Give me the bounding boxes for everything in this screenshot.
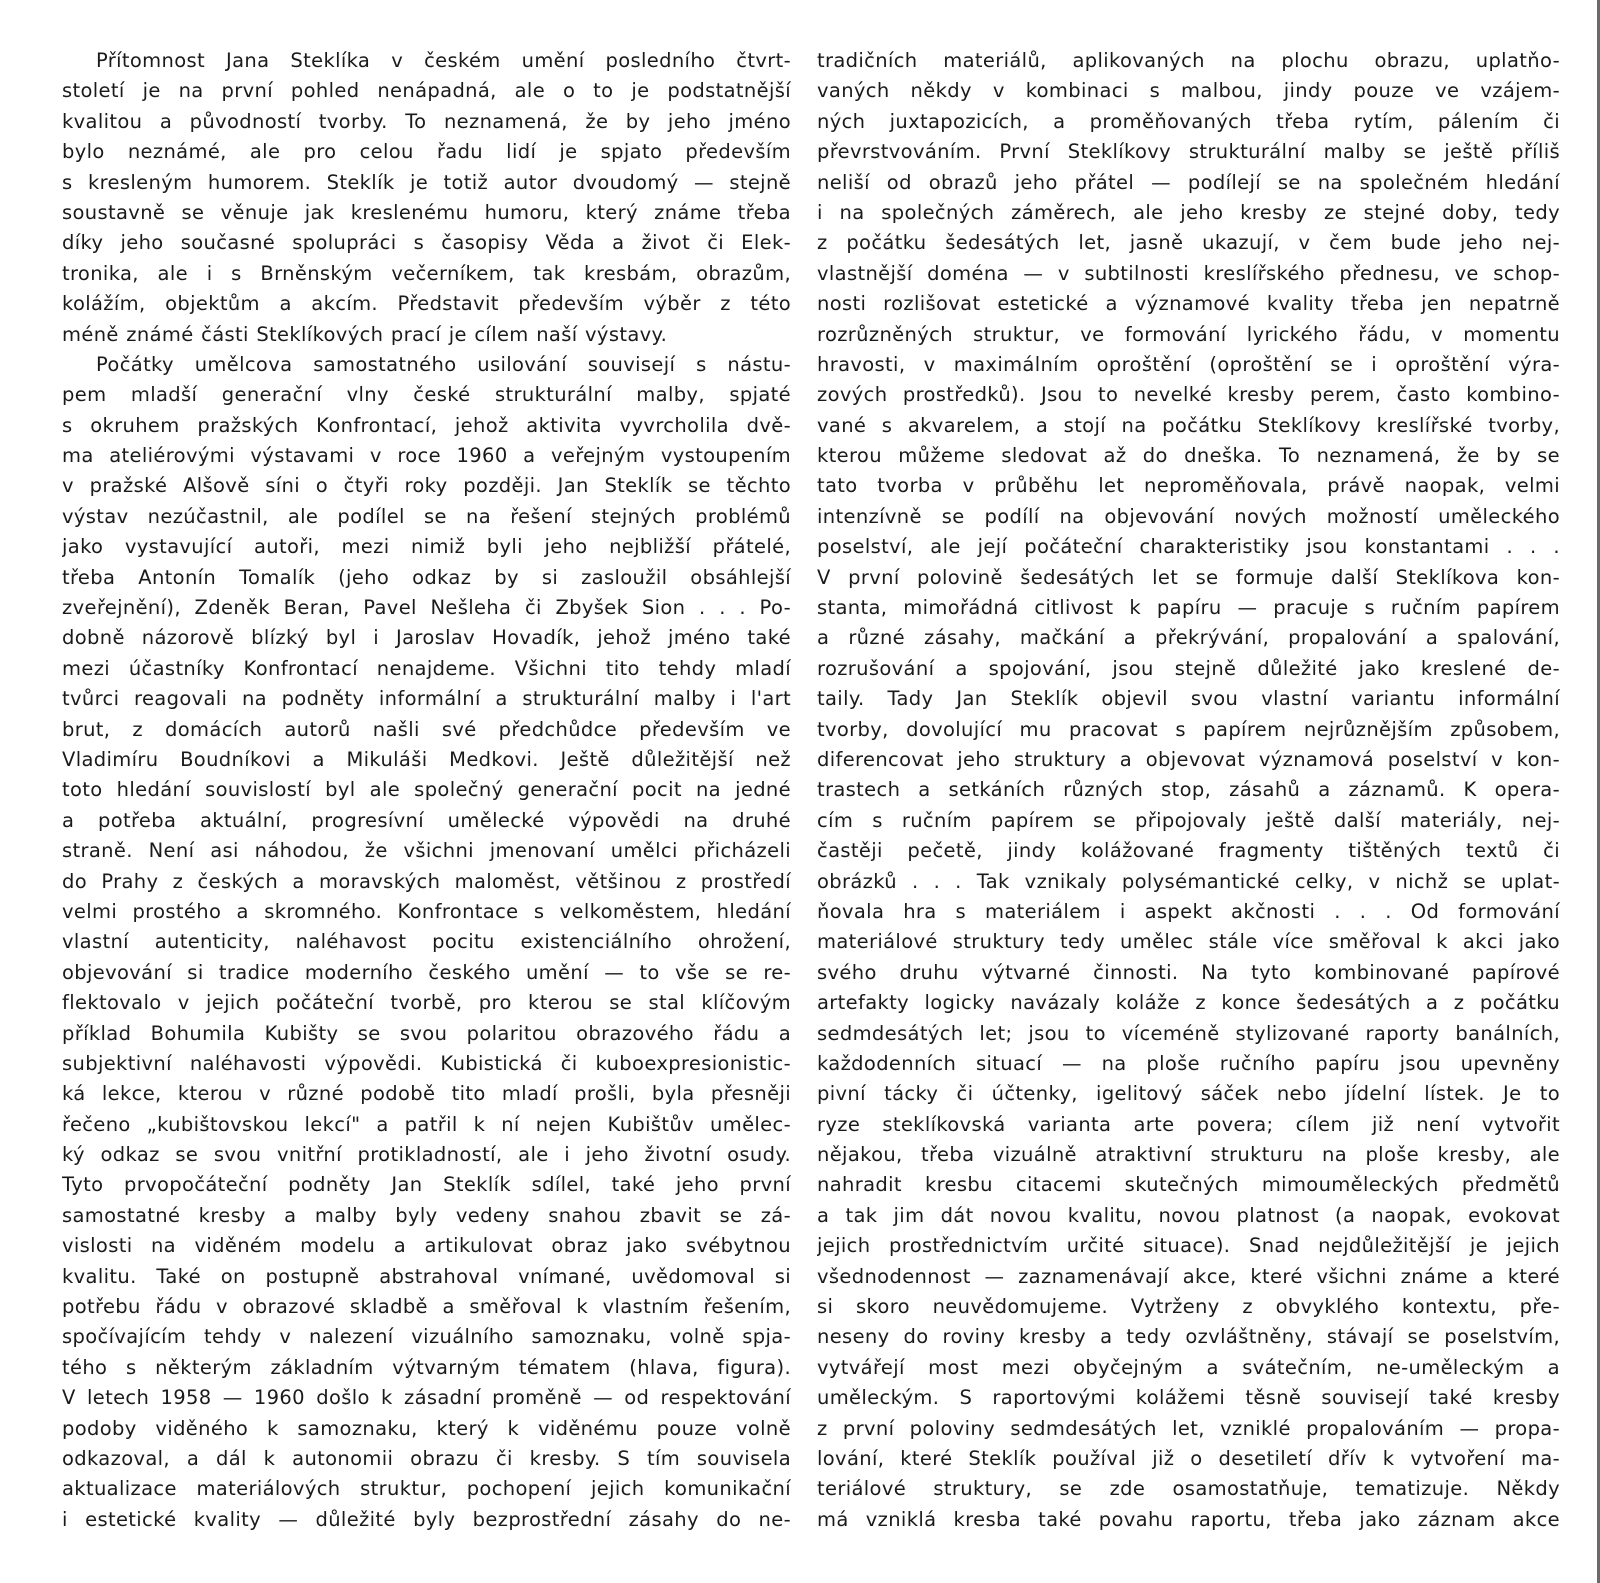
text-line: teriálové struktury, se zde osamostatňuje, tematizuje. Někdy [817,1477,1560,1501]
text-line: nějakou, třeba vizuálně atraktivní strukturu na ploše kresby, ale [817,1143,1560,1167]
text-line: brut, z domácích autorů našli své předchůdce především ve [62,717,791,741]
text-line: Vladimíru Boudníkovi a Mikuláši Medkovi. Ještě důležitější než [62,747,791,771]
left-text-column [62,46,791,1535]
text-line: Přítomnost Jana Steklíka v českém umění posledního čtvrt- [96,49,791,72]
text-line: V první polovině šedesátých let se formuje další Steklíkova kon- [817,565,1560,589]
text-line: jejich prostřednictvím určité situace). Snad nejdůležitější je jejich [817,1234,1560,1258]
text-line: vaných někdy v kombinaci s malbou, jindy pouze ve vzájem- [817,79,1560,103]
text-line: kvalitou a původností tvorby. To neznamená, že by jeho jméno [62,109,791,133]
text-line: lování, které Steklík používal již o desetiletí dřív k vytvoření ma- [817,1446,1560,1470]
text-line: intenzívně se podílí na objevování nových možností uměleckého [817,504,1560,528]
text-line: častěji pečetě, jindy kolážované fragmenty tištěných textů či [817,839,1560,863]
text-line: materiálové struktury tedy umělec stále více směřoval k akci jako [817,930,1560,954]
text-line: samostatné kresby a malby byly vedeny snahou zbavit se zá- [62,1203,791,1227]
text-line: do Prahy z českých a moravských maloměst, většinou z prostředí [62,869,791,893]
text-line: z první poloviny sedmdesátých let, vzniklé propalováním — propa- [817,1416,1560,1440]
text-line: tradičních materiálů, aplikovaných na plochu obrazu, uplatňo- [817,49,1560,72]
text-line: vlastnější doména — v subtilnosti kreslířského přednesu, ve schop- [817,261,1560,285]
text-line: i estetické kvality — důležité byly bezprostřední zásahy do ne- [62,1507,791,1531]
text-line: uměleckým. S raportovými kolážemi těsně souvisejí také kresby [817,1386,1560,1410]
text-line: si skoro neuvědomujeme. Vytrženy z obvyklého kontextu, pře- [817,1295,1560,1319]
text-line: jako vystavující autoři, mezi nimiž byli jeho nejbližší přátelé, [62,535,791,559]
text-line: ryze steklíkovská varianta arte povera; cílem již není vytvořit [817,1112,1560,1136]
text-line: výstav nezúčastnil, ale podílel se na řešení stejných problémů [62,504,791,528]
text-line: a tak jim dát novou kvalitu, novou platnost (a naopak, evokovat [817,1203,1560,1227]
text-line: méně známé části Steklíkových prací je cílem naší výstavy. [62,322,668,346]
text-line: potřebu řádu v obrazové skladbě a směřoval k vlastním řešením, [62,1295,791,1319]
right-text-column [817,46,1560,1535]
text-line: nosti rozlišovat estetické a významové kvality třeba jen nepatrně [817,292,1560,316]
text-line: kvalitu. Také on postupně abstrahoval vnímané, uvědomoval si [62,1264,791,1288]
text-line: sedmdesátých let; jsou to víceméně stylizované raporty banálních, [817,1021,1560,1045]
text-line: tého s některým základním výtvarným tématem (hlava, figura). [62,1355,791,1379]
text-line: vislosti na viděném modelu a artikulovat obraz jako svébytnou [62,1234,791,1258]
text-line: v pražské Alšově síni o čtyři roky později. Jan Steklík se těchto [62,474,791,498]
text-line: aktualizace materiálových struktur, pochopení jejich komunikační [62,1477,791,1501]
text-line: taily. Tady Jan Steklík objevil svou vlastní variantu informální [817,687,1560,711]
text-line: neseny do roviny kresby a tedy ozvláštněny, stávají se poselstvím, [817,1325,1560,1349]
text-line: ných juxtapozicích, a proměňovaných třeba rytím, pálením či [817,109,1560,133]
text-line: subjektivní naléhavosti výpovědi. Kubistická či kuboexpresionistic- [62,1051,791,1075]
text-line: neliší od obrazů jeho přátel — podílejí se na společném hledání [817,170,1560,194]
text-line: cím s ručním papírem se připojovaly ještě další materiály, nej- [817,808,1560,832]
text-line: ňovala hra s materiálem i aspekt akčnosti . . . Od formování [817,899,1560,923]
text-line: a potřeba aktuální, progresívní umělecké výpovědi na druhé [62,808,791,832]
text-line: díky jeho současné spolupráci s časopisy Věda a život či Elek- [62,231,791,255]
text-line: ká lekce, kterou v různé podobě tito mladí prošli, byla přesněji [62,1082,791,1106]
text-line: nahradit kresbu citacemi skutečných mimouměleckých předmětů [817,1173,1560,1197]
text-line: pivní tácky či účtenky, igelitový sáček nebo jídelní lístek. Je to [817,1082,1560,1106]
text-line: vané s akvarelem, a stojí na počátku Steklíkovy kreslířské tvorby, [817,413,1560,437]
text-line: vlastní autenticity, naléhavost pocitu existenciálního ohrožení, [62,930,791,954]
text-line: odkazoval, a dál k autonomii obrazu či kresby. S tím souvisela [62,1446,791,1470]
text-line: flektovalo v jejich počáteční tvorbě, pro kterou se stal klíčovým [62,991,791,1015]
text-line: pem mladší generační vlny české strukturální malby, spjaté [62,383,791,407]
text-line: rozrůzněných struktur, ve formování lyrického řádu, v momentu [817,322,1560,346]
text-line: toto hledání souvislostí byl ale společný generační pocit na jedné [62,778,791,802]
text-line: má vzniklá kresba také povahu raportu, třeba jako záznam akce [817,1507,1560,1531]
text-line: příklad Bohumila Kubišty se svou polaritou obrazového řádu a [62,1021,791,1045]
text-line: i na společných záměrech, ale jeho kresby ze stejné doby, tedy [817,200,1560,224]
text-line: poselství, ale její počáteční charakteristiky jsou konstantami . . . [817,535,1560,559]
text-line: velmi prostého a skromného. Konfrontace s velkoměstem, hledání [62,899,791,923]
text-line: trastech a setkáních různých stop, zásahů a záznamů. K opera- [817,778,1560,802]
text-line: třeba Antonín Tomalík (jeho odkaz by si zasloužil obsáhlejší [62,565,791,589]
text-line: tvůrci reagovali na podněty informální a strukturální malby i l'art [62,687,791,711]
text-line: stanta, mimořádná citlivost k papíru — pracuje s ručním papírem [817,596,1560,620]
text-line: s kresleným humorem. Steklík je totiž autor dvoudomý — stejně [62,170,791,194]
text-line: objevování si tradice moderního českého umění — to vše se re- [62,960,791,984]
text-line: Počátky umělcova samostatného usilování souvisejí s nástu- [96,352,791,376]
text-line: obrázků . . . Tak vznikaly polysémantické celky, v nichž se uplat- [817,869,1560,893]
text-line: diferencovat jeho struktury a objevovat významová poselství v kon- [817,747,1560,771]
text-line: ma ateliérovými výstavami v roce 1960 a veřejným vystoupením [62,444,791,468]
text-line: spočívajícím tehdy v nalezení vizuálního samoznaku, volně spja- [62,1325,791,1349]
text-line: Tyto prvopočáteční podněty Jan Steklík sdílel, také jeho první [62,1173,791,1197]
text-line: bylo neznámé, ale pro celou řadu lidí je spjato především [62,140,791,164]
text-line: dobně názorově blízký byl i Jaroslav Hovadík, jehož jméno také [62,626,791,650]
text-line: soustavně se věnuje jak kreslenému humoru, který známe třeba [62,200,791,224]
text-line: V letech 1958 — 1960 došlo k zásadní proměně — od respektování [62,1386,791,1410]
text-line: zových prostředků). Jsou to nevelké kresby perem, často kombino- [817,383,1560,407]
text-line: ký odkaz se svou vnitřní protikladností, ale i jeho životní osudy. [62,1143,791,1167]
text-line: tato tvorba v průběhu let neproměňovala, právě naopak, velmi [817,474,1560,498]
text-line: mezi účastníky Konfrontací nenajdeme. Všichni tito tehdy mladí [62,656,791,680]
text-line: každodenních situací — na ploše ručního papíru jsou upevněny [817,1051,1560,1075]
text-line: straně. Není asi náhodou, že všichni jmenovaní umělci přicházeli [62,839,791,863]
text-line: zveřejnění), Zdeněk Beran, Pavel Nešleha či Zbyšek Sion . . . Po- [62,596,791,620]
text-line: kolážím, objektům a akcím. Představit především výběr z této [62,292,791,316]
text-line: s okruhem pražských Konfrontací, jehož aktivita vyvrcholila dvě- [62,413,791,437]
text-line: podoby viděného k samoznaku, který k viděnému pouze volně [62,1416,791,1440]
text-line: století je na první pohled nenápadná, ale o to je podstatnější [62,79,791,103]
text-line: z počátku šedesátých let, jasně ukazují, v čem bude jeho nej- [817,231,1560,255]
text-line: tronika, ale i s Brněnským večerníkem, tak kresbám, obrazům, [62,261,791,285]
text-line: kterou můžeme sledovat až do dneška. To neznamená, že by se [817,444,1560,468]
text-line: artefakty logicky navázaly koláže z konce šedesátých a z počátku [817,991,1560,1015]
text-line: převrstvováním. První Steklíkovy strukturální malby se ještě příliš [817,140,1560,164]
text-line: řečeno „kubištovskou lekcí" a patřil k ní nejen Kubištův umělec- [62,1112,791,1136]
text-line: hravosti, v maximálním oproštění (oproštění se i oproštění výra- [817,352,1560,376]
text-line: tvorby, dovolující mu pracovat s papírem nejrůznějším způsobem, [817,717,1560,741]
text-line: rozrušování a spojování, jsou stejně důležité jako kreslené de- [817,656,1560,680]
text-line: svého druhu výtvarné činnosti. Na tyto kombinované papírové [817,960,1560,984]
text-line: a různé zásahy, mačkání a překrývání, propalování a spalování, [817,626,1560,650]
text-line: všednodennost — zaznamenávají akce, které všichni známe a které [817,1264,1560,1288]
text-line: vytvářejí most mezi obyčejným a svátečním, ne-uměleckým a [817,1355,1560,1379]
